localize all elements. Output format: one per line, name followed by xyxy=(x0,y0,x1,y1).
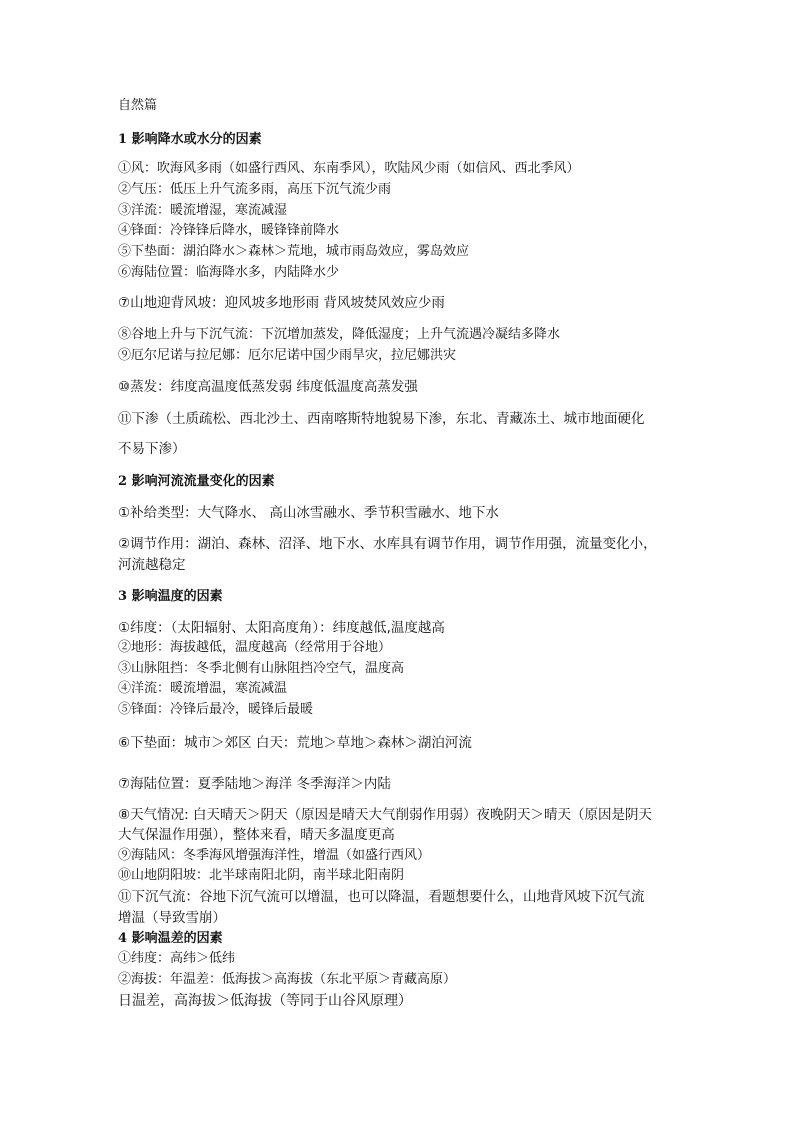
s1-line-11a: ⑪下渗（土质疏松、西北沙土、西南喀斯特地貌易下渗，东北、青藏冻土、城市地面硬化 xyxy=(118,411,645,427)
s1-line-1: ①风：吹海风多雨（如盛行西风、东南季风），吹陆风少雨（如信风、西北季风） xyxy=(118,161,580,176)
s1-line-4: ④锋面：冷锋锋后降水，暖锋锋前降水 xyxy=(118,223,340,238)
s2-line-2b: 河流越稳定 xyxy=(118,557,186,573)
s3-line-6: ⑥下垫面：城市＞郊区 白天：荒地＞草地＞森林＞湖泊河流 xyxy=(118,735,472,751)
s3-line-11a: ⑪下沉气流：谷地下沉气流可以增温，也可以降温，看题想要什么，山地背风坡下沉气流 xyxy=(118,889,645,905)
section-3-heading: 3 影响温度的因素 xyxy=(118,589,223,604)
s1-line-8: ⑧谷地上升与下沉气流：下沉增加蒸发，降低湿度；上升气流遇冷凝结多降水 xyxy=(118,327,561,342)
s3-line-1: ①纬度：（太阳辐射、太阳高度角）：纬度越低,温度越高 xyxy=(118,620,445,636)
s1-line-9: ⑨厄尔尼诺与拉尼娜：厄尔尼诺中国少雨旱灾，拉尼娜洪灾 xyxy=(118,348,457,363)
s3-line-5: ⑤锋面：冷锋后最冷，暖锋后最暖 xyxy=(118,702,314,717)
s3-line-8a: ⑧天气情况: 白天晴天＞阴天（原因是晴天大气削弱作用弱）夜晚阴天＞晴天（原因是阴天 xyxy=(118,807,652,823)
s2-line-1: ①补给类型：大气降水、 高山冰雪融水、季节积雪融水、地下水 xyxy=(118,505,499,521)
s1-line-7: ⑦山地迎背风坡：迎风坡多地形雨 背风坡焚风效应少雨 xyxy=(118,295,445,311)
s4-line-1: ①纬度：高纬＞低纬 xyxy=(118,951,236,966)
s3-line-10: ⑩山地阴阳坡：北半球南阳北阴，南半球北阳南阴 xyxy=(118,868,405,883)
section-2-heading: 2 影响河流流量变化的因素 xyxy=(118,474,275,489)
s3-line-8b: 大气保温作用强），整体来看，晴天多温度更高 xyxy=(118,827,395,843)
s3-line-3: ③山脉阻挡：冬季北侧有山脉阻挡冷空气，温度高 xyxy=(118,661,405,676)
s1-line-3: ③洋流：暖流增湿，寒流减湿 xyxy=(118,203,288,218)
s1-line-6: ⑥海陆位置：临海降水多，内陆降水少 xyxy=(118,265,340,280)
doc-title: 自然篇 xyxy=(118,98,158,113)
s1-line-2: ②气压：低压上升气流多雨，高压下沉气流少雨 xyxy=(118,182,392,197)
s3-line-2: ②地形：海拔越低，温度越高（经常用于谷地） xyxy=(118,640,392,655)
section-4-heading: 4 影响温差的因素 xyxy=(118,931,223,946)
s3-line-7: ⑦海陆位置：夏季陆地＞海洋 冬季海洋＞内陆 xyxy=(118,776,391,792)
s3-line-11b: 增温（导致雪崩） xyxy=(118,910,226,926)
section-1-heading: 1 影响降水或水分的因素 xyxy=(118,132,262,147)
s1-line-5: ⑤下垫面：湖泊降水＞森林＞荒地，城市雨岛效应，雾岛效应 xyxy=(118,244,470,259)
s4-line-2: ②海拔：年温差：低海拔＞高海拔（东北平原＞青藏高原） xyxy=(118,972,457,987)
s1-line-11b: 不易下渗） xyxy=(118,441,186,457)
s3-line-4: ④洋流：暖流增温，寒流减温 xyxy=(118,681,288,696)
s2-line-2a: ②调节作用：湖泊、森林、沼泽、地下水、水库具有调节作用，调节作用强，流量变化小， xyxy=(118,536,657,552)
s4-line-3: 日温差，高海拔＞低海拔（等同于山谷风原理） xyxy=(118,993,412,1009)
s3-line-9: ⑨海陆风：冬季海风增强海洋性，增温（如盛行西风） xyxy=(118,848,431,863)
s1-line-10: ⑩蒸发：纬度高温度低蒸发弱 纬度低温度高蒸发强 xyxy=(118,379,418,395)
